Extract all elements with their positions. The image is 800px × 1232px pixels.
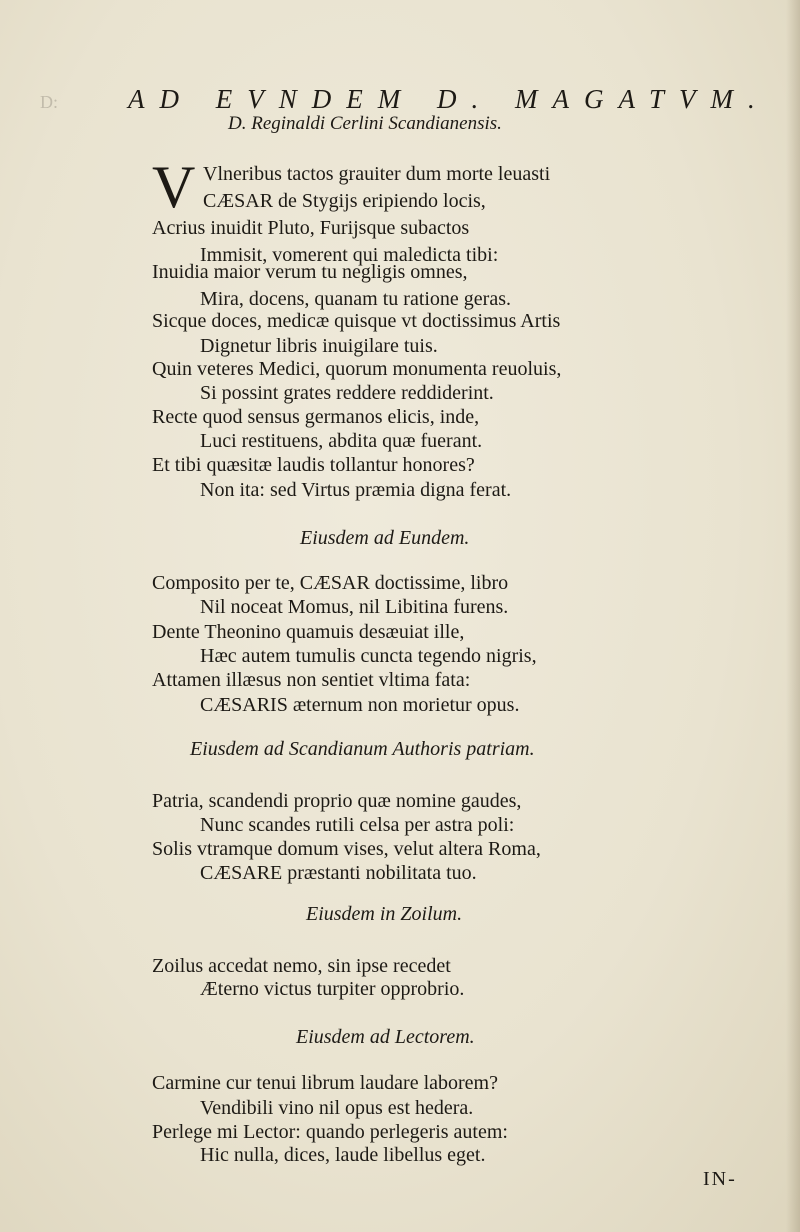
verse-line: Carmine cur tenui librum laudare laborem? xyxy=(152,1072,498,1094)
verse-line: Luci restituens, abdita quæ fuerant. xyxy=(200,430,483,452)
verse-line: Mira, docens, quanam tu ratione geras. xyxy=(200,288,512,310)
verse-line: Nunc scandes rutili celsa per astra poli: xyxy=(200,814,515,836)
verse-line: Quin veteres Medici, quorum monumenta reuoluis, xyxy=(152,358,562,380)
verse-line: Immisit, vomerent qui maledicta tibi: xyxy=(200,244,499,266)
verse-line: Acrius inuidit Pluto, Furijsque subactos xyxy=(152,217,470,239)
verse-line: Vlneribus tactos grauiter dum morte leuasti xyxy=(203,163,551,185)
verse-line: Et tibi quæsitæ laudis tollantur honores? xyxy=(152,454,475,476)
verse-line: Zoilus accedat nemo, sin ipse recedet xyxy=(152,955,451,977)
verse-line: CÆSARE præstanti nobilitata tuo. xyxy=(200,862,477,884)
verse-line: Vendibili vino nil opus est hedera. xyxy=(200,1097,474,1119)
page-title: AD EVNDEM D. MAGATVM. xyxy=(128,84,770,114)
verse-line: Dente Theonino quamuis desæuiat ille, xyxy=(152,621,465,643)
verse-line: CÆSAR de Stygijs eripiendo locis, xyxy=(203,190,486,212)
verse-line: Sicque doces, medicæ quisque vt doctissimus Artis xyxy=(152,310,561,332)
verse-line: Dignetur libris inuigilare tuis. xyxy=(200,335,438,357)
verse-line: Hæc autem tumulis cuncta tegendo nigris, xyxy=(200,645,537,667)
verse-line: CÆSARIS æternum non morietur opus. xyxy=(200,694,520,716)
verse-line: Nil noceat Momus, nil Libitina furens. xyxy=(200,596,509,618)
margin-ghost-text: D: xyxy=(40,92,58,112)
verse-line: Perlege mi Lector: quando perlegeris autem: xyxy=(152,1121,508,1143)
verse-line: Composito per te, CÆSAR doctissime, libro xyxy=(152,572,509,594)
verse-line: Inuidia maior verum tu negligis omnes, xyxy=(152,261,468,283)
verse-line: Hic nulla, dices, laude libellus eget. xyxy=(200,1144,486,1166)
poem-heading: Eiusdem in Zoilum. xyxy=(306,903,463,925)
verse-line: Recte quod sensus germanos elicis, inde, xyxy=(152,406,480,428)
verse-line: Non ita: sed Virtus præmia digna ferat. xyxy=(200,479,512,501)
verse-line: Si possint grates reddere reddiderint. xyxy=(200,382,494,404)
poem-heading: Eiusdem ad Eundem. xyxy=(300,527,470,549)
verse-line: Solis vtramque domum vises, velut altera Roma, xyxy=(152,838,541,860)
poem-heading: Eiusdem ad Scandianum Authoris patriam. xyxy=(190,738,535,760)
catchword: IN- xyxy=(703,1168,737,1190)
page-edge-shadow xyxy=(786,0,800,1232)
verse-line: Patria, scandendi proprio quæ nomine gaudes, xyxy=(152,790,522,812)
verse-line: Æterno victus turpiter opprobrio. xyxy=(200,978,465,1000)
drop-cap: V xyxy=(152,154,196,220)
page-subtitle: D. Reginaldi Cerlini Scandianensis. xyxy=(228,113,502,134)
poem-heading: Eiusdem ad Lectorem. xyxy=(296,1026,475,1048)
verse-line: Attamen illæsus non sentiet vltima fata: xyxy=(152,669,471,691)
